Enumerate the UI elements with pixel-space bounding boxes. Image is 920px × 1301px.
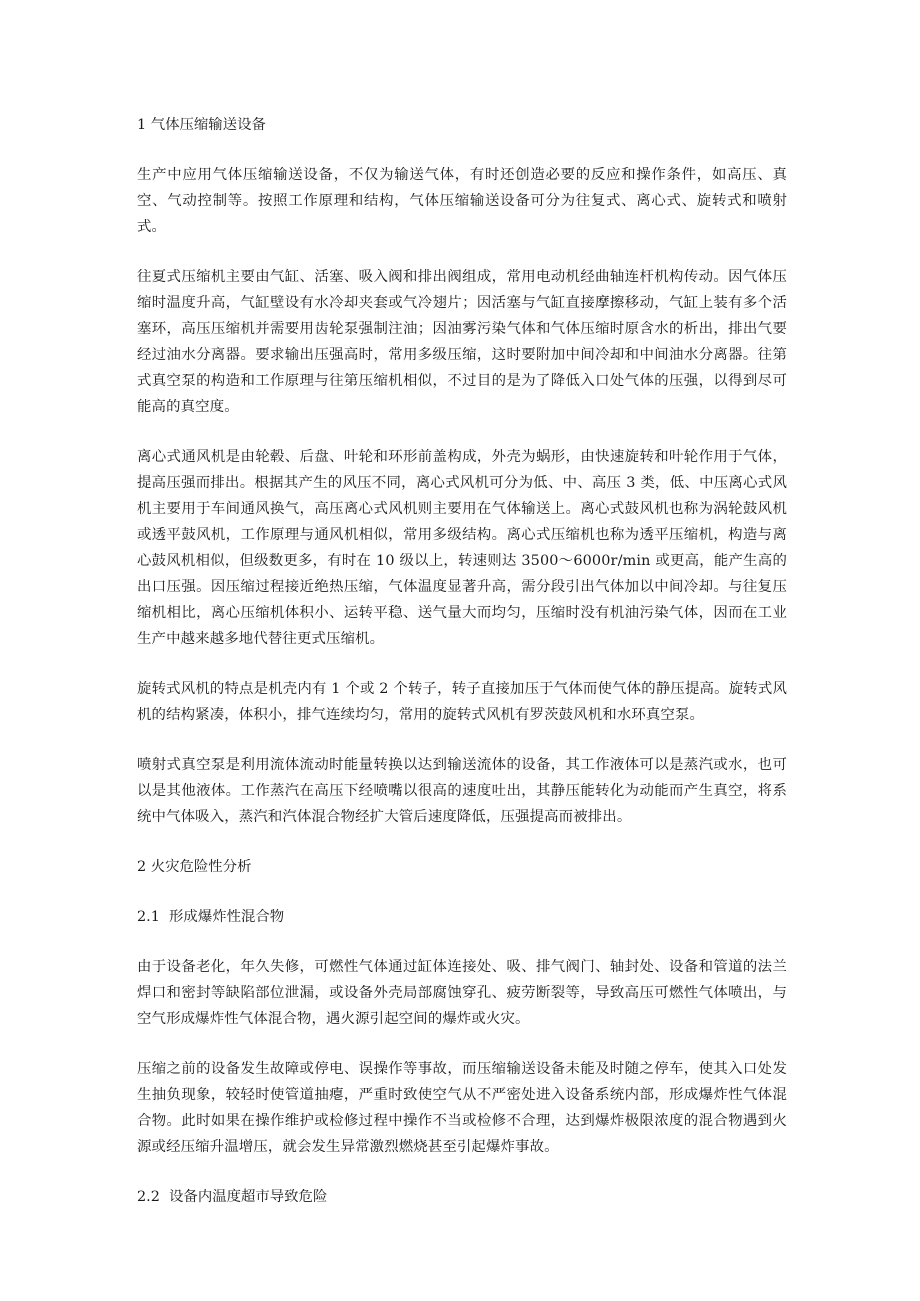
section-2-1-heading: 2.1 形成爆炸性混合物 (137, 909, 285, 925)
section-2-1-paragraph-2: 压缩之前的设备发生故障或停电、误操作等事故，而压缩输送设备未能及时随之停车，使其入口处发生抽负现象，较轻时使管道抽瘪，严重时致使空气从不严密处进入设备系统内部，形成爆炸性气体混合物。此时如果在操作维护或检修过程中操作不当或检修不合理，达到爆炸极限浓度的混合物遇到火源或经压缩升温增压，就会发生异常激烈燃烧甚至引起爆炸事故。 (137, 1061, 787, 1155)
section-1-paragraph-5: 喷射式真空泵是利用流体流动时能量转换以达到输送流体的设备，其工作液体可以是蒸汽或水，也可以是其他液体。工作蒸汽在高压下经喷嘴以很高的速度吐出，其静压能转化为动能而产生真空，将系统中气体吸入，蒸汽和汽体混合物经扩大管后速度降低，压强提高而被排出。 (137, 757, 787, 825)
section-1-paragraph-3: 离心式通风机是由轮毂、后盘、叶轮和环形前盖构成，外壳为蜗形，由快速旋转和叶轮作用于气体，提高压强而排出。根据其产生的风压不同，离心式风机可分为低、中、高压 3 类，低、中压离心式风机主要用于车间通风换气，高压离心式风机则主要用在气体输送上。离心式鼓风机也称为涡轮鼓风机或透平鼓风机，工作原理与通风机相似，常用多级结构。离心式压缩机也称为透平压缩机，构造与离心鼓风机相似，但级数更多，有时在 10 级以上，转速则达 3500～6000r/min 或更高，能产生高的出口压强。因压缩过程接近绝热压缩，气体温度显著升高，需分段引出气体加以中间冷却。与往复压缩机相比，离心压缩机体积小、运转平稳、送气量大而均匀，压缩时没有机油污染气体，因而在工业生产中越来越多地代替往更式压缩机。 (137, 449, 787, 647)
section-2-2-heading: 2.2 设备内温度超市导致危险 (137, 1189, 328, 1205)
section-1-paragraph-2: 往夏式压缩机主要由气缸、活塞、吸入阀和排出阀组成，常用电动机经曲轴连杆机构传动。因气体压缩时温度升高，气缸壁设有水冷却夹套或气冷翅片；因活塞与气缸直接摩擦移动，气缸上装有多个活塞环，高压压缩机并需要用齿轮泵强制注油；因油雾污染气体和气体压缩时原含水的析出，排出气要经过油水分离器。要求输出压强高时，常用多级压缩，这时要附加中间冷却和中间油水分离器。往第式真空泵的构造和工作原理与往第压缩机相似，不过目的是为了降低入口处气体的压强，以得到尽可能高的真空度。 (137, 269, 787, 415)
section-2-1-paragraph-1: 由于设备老化，年久失修，可燃性气体通过缸体连接处、吸、排气阀门、轴封处、设备和管道的法兰焊口和密封等缺陷部位泄漏，或设备外壳局部腐蚀穿孔、疲劳断裂等，导致高压可燃性气体喷出，与空气形成爆炸性气体混合物，遇火源引起空间的爆炸或火灾。 (137, 959, 787, 1027)
section-1-paragraph-4: 旋转式风机的特点是机壳内有 1 个或 2 个转子，转子直接加压于气体而使气体的静压提高。旋转式风机的结构紧凑，体积小，排气连续均匀，常用的旋转式风机有罗茨鼓风机和水环真空泵。 (137, 681, 787, 723)
document-body (137, 112, 787, 1234)
section-1-heading: 1 气体压缩输送设备 (137, 117, 266, 133)
section-1-paragraph-1: 生产中应用气体压缩输送设备，不仅为输送气体，有时还创造必要的反应和操作条件，如高压、真空、气动控制等。按照工作原理和结构，气体压缩输送设备可分为往复式、离心式、旋转式和喷射式。 (137, 167, 787, 235)
section-2-heading: 2 火灾危险性分析 (137, 859, 252, 875)
